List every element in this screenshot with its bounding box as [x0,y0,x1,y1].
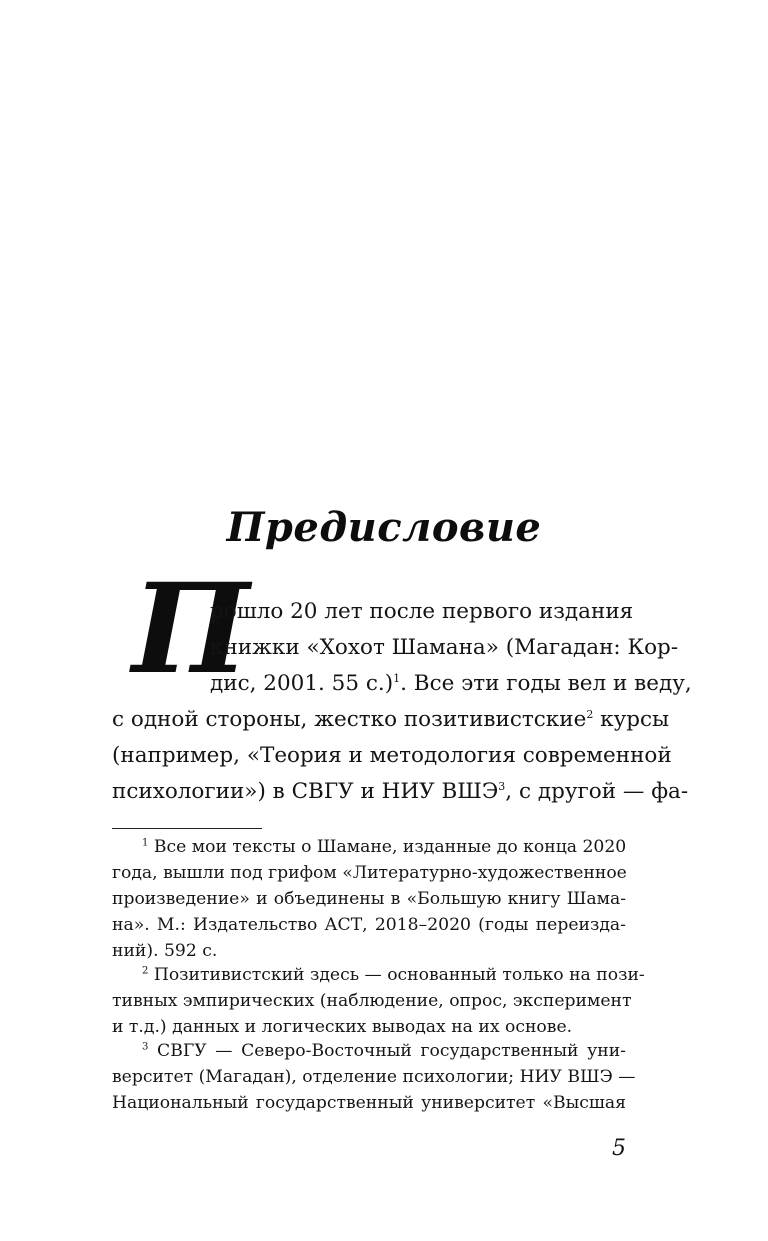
footnote-text: и т.д.) данных и логических выводах на их основе. [112,1017,573,1037]
footnote-separator [112,828,262,829]
footnote-number: 2 [142,965,149,977]
footnote-line [112,886,626,912]
chapter-title: Предисловие [226,504,542,551]
drop-cap-letter: П [132,557,250,702]
body-line [112,738,672,774]
footnote-number: 1 [142,837,149,849]
footnote-ref: 1 [393,671,401,685]
body-line [112,774,689,810]
footnote-text: Все мои тексты о Шамане, изданные до конца 2020 [148,837,627,857]
body-text: (например, «Теория и методология современной [112,743,672,768]
body-line [210,630,679,666]
footnote-text: Национальный государственный университет «Высшая [112,1093,626,1113]
body-line [210,666,692,702]
footnote-number: 3 [142,1041,149,1053]
footnote-ref: 2 [586,707,594,721]
footnote-text: СВГУ — Северо-Восточный государственный уни- [148,1041,626,1061]
body-text: книжки «Хохот Шамана» (Магадан: Кор- [210,635,679,660]
footnote-text: произведение» и объединены в «Большую книгу Шама- [112,889,626,909]
footnote-text: года, вышли под грифом «Литературно-художественное [112,863,627,883]
footnote-3 [142,1038,626,1064]
footnote-line [112,912,626,938]
footnote-text: Позитивистский здесь — основанный только на пози- [148,965,645,985]
footnote-line [112,860,626,886]
footnote-ref: 3 [498,779,506,793]
footnote-text: ний). 592 с. [112,941,218,961]
footnote-text: верситет (Магадан), отделение психологии; НИУ ВШЭ — [112,1067,636,1087]
page-number: 5 [612,1136,626,1161]
footnote-text: на». М.: Издательство АСТ, 2018–2020 (годы переизда- [112,915,626,935]
body-text: с одной стороны, жестко позитивистские [112,707,587,732]
body-text: рошло 20 лет после первого издания [210,599,634,624]
body-line [210,594,634,630]
body-text: курсы [593,707,670,732]
footnote-text: тивных эмпирических (наблюдение, опрос, эксперимент [112,991,632,1011]
footnote-line [112,1064,636,1090]
footnote-line [112,1090,626,1116]
footnote-1 [142,834,626,860]
footnote-line [112,938,217,964]
body-text: . Все эти годы вел и веду, [400,671,692,696]
body-text: , с другой — фа- [505,779,689,804]
footnote-line [112,1014,572,1040]
body-text: дис, 2001. 55 с.) [210,671,394,696]
body-line [112,702,670,738]
body-text: психологии») в СВГУ и НИУ ВШЭ [112,779,499,804]
footnote-line [112,988,632,1014]
footnote-2 [142,962,645,988]
